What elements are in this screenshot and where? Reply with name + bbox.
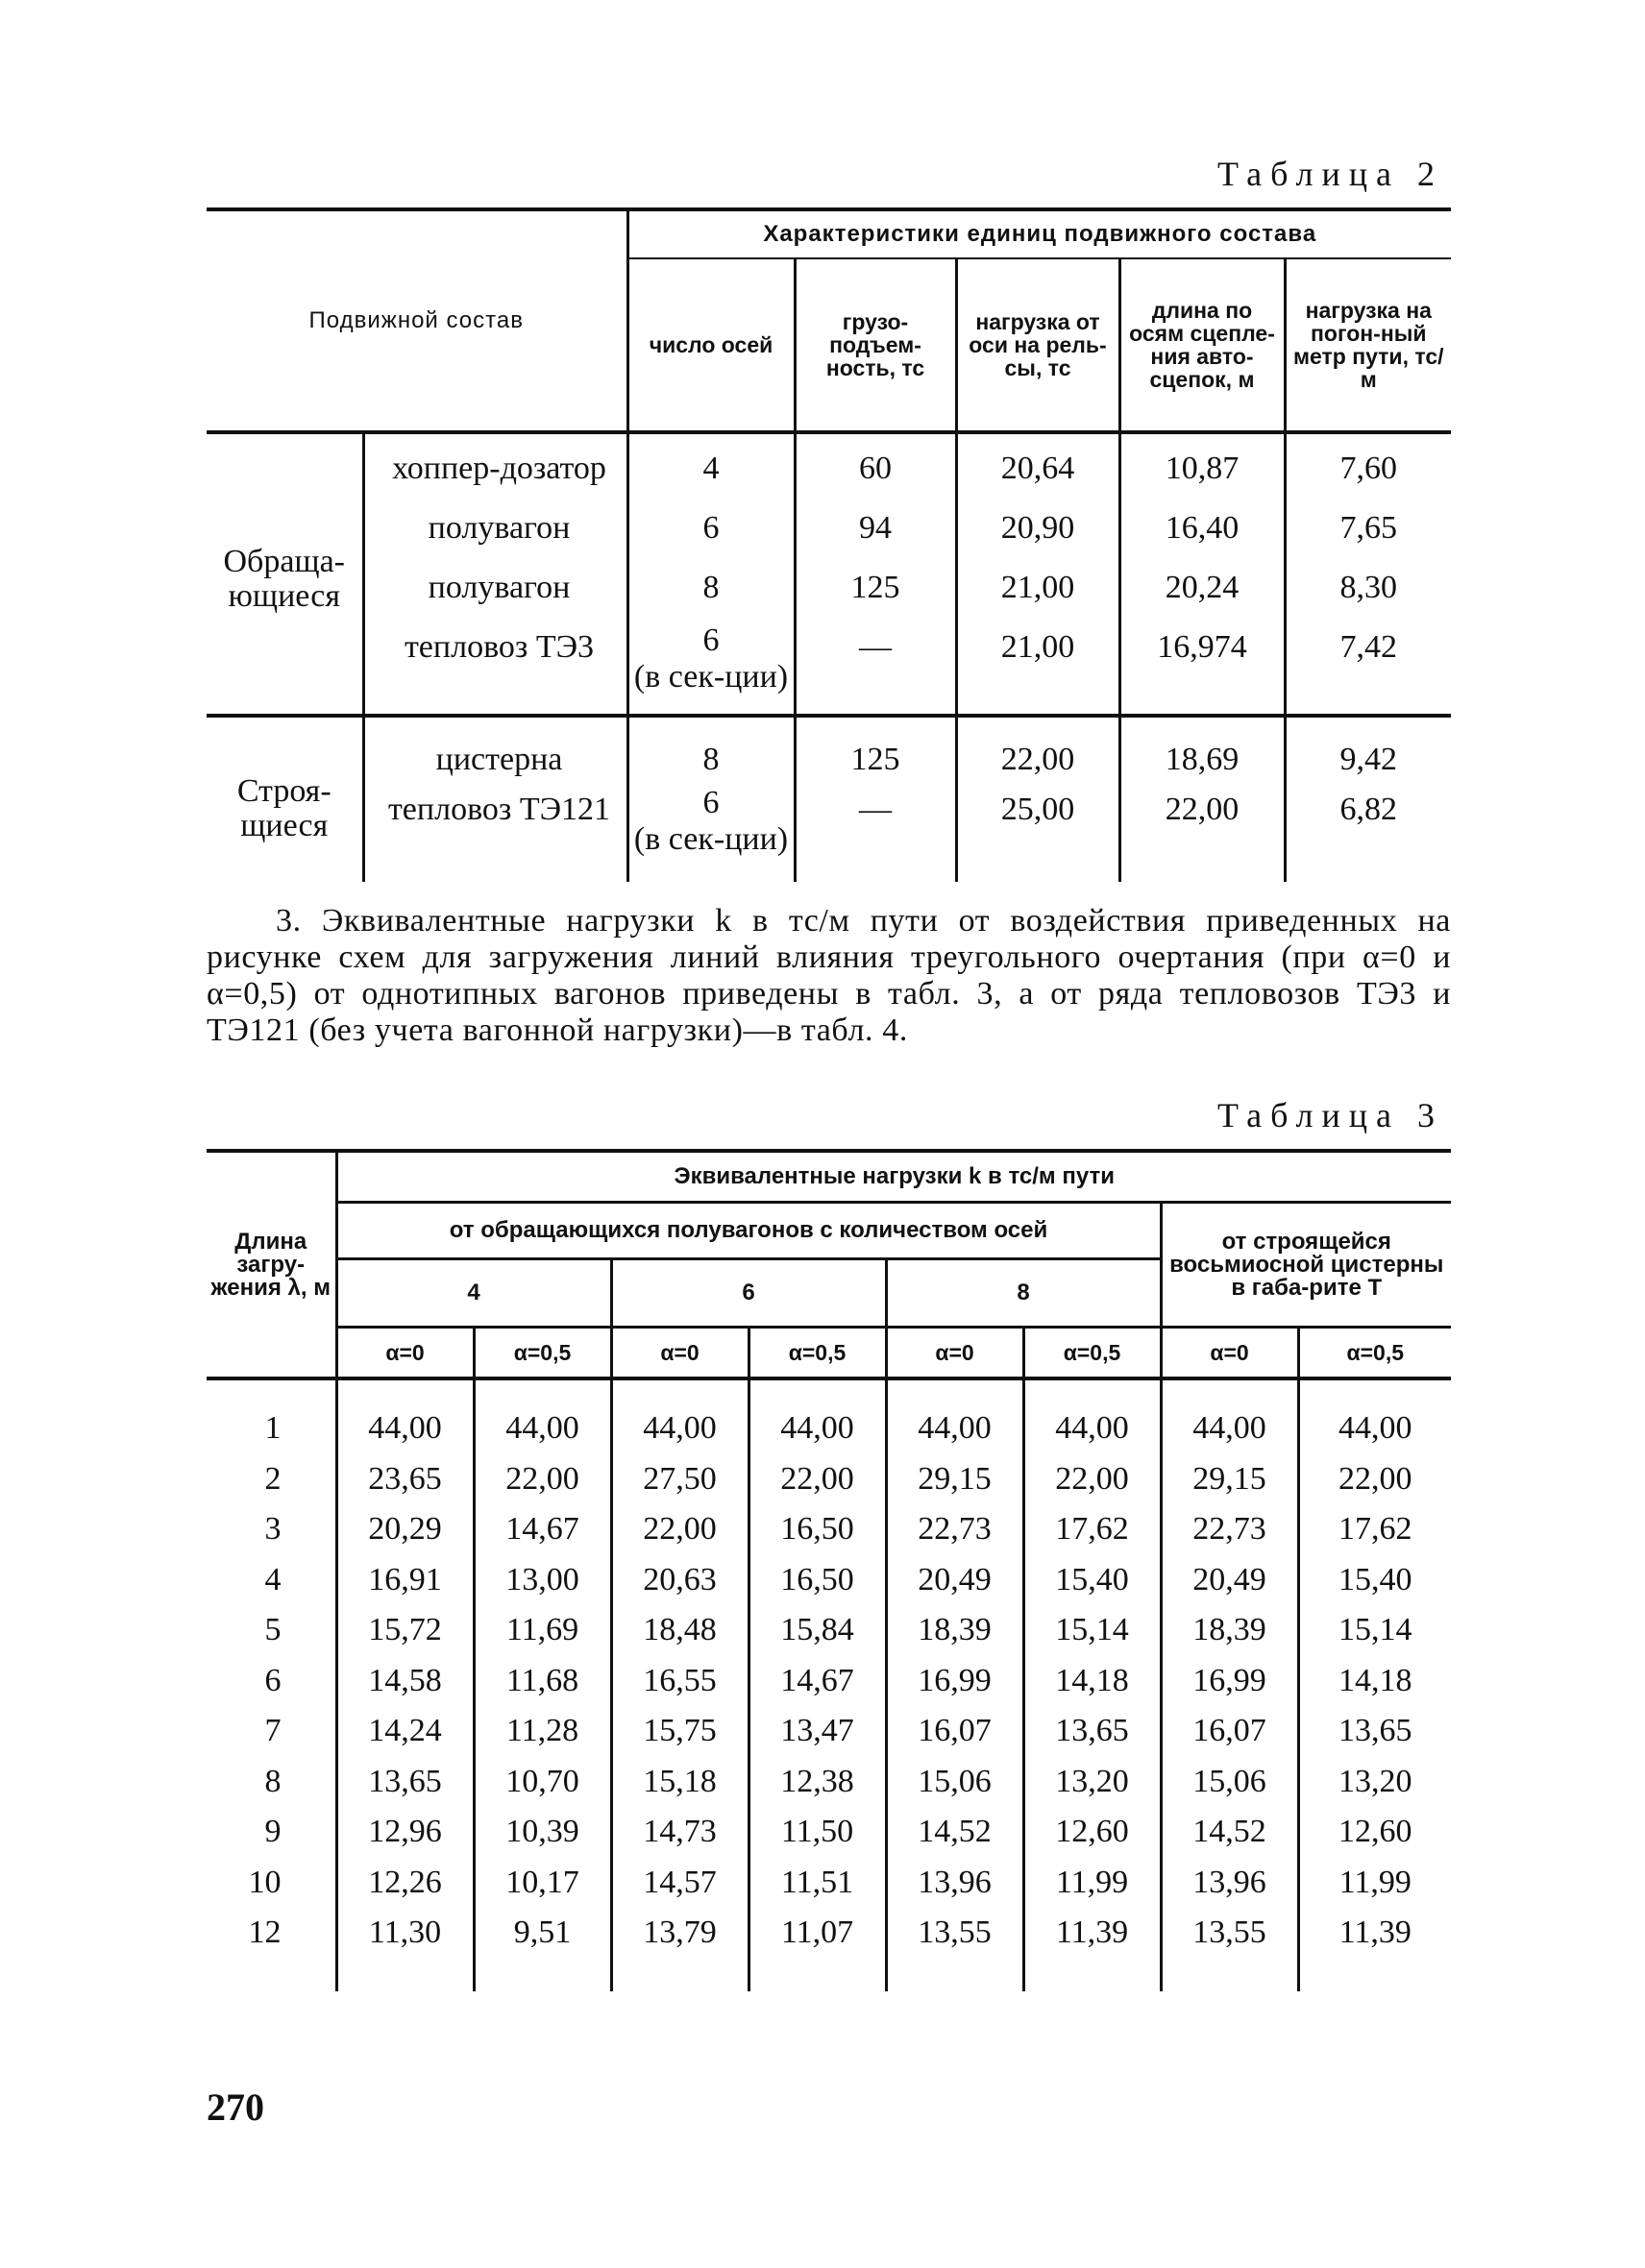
load-value-cell: 44,00	[336, 1378, 474, 1454]
load-value-cell: 20,49	[886, 1555, 1023, 1606]
table-row	[207, 1605, 1451, 1656]
capacity-cell: 125	[795, 553, 956, 613]
table-row	[207, 1656, 1451, 1707]
load-value-cell: 14,52	[886, 1807, 1023, 1858]
load-value-cell: 14,18	[1298, 1656, 1451, 1707]
load-value-cell: 10,39	[474, 1807, 611, 1858]
alpha-header: α=0,5	[749, 1328, 886, 1379]
load-value-cell: 15,75	[611, 1706, 749, 1757]
load-value-cell: 18,48	[611, 1605, 749, 1656]
loading-length-cell: 9	[264, 1814, 282, 1849]
loading-length-cell: 7	[264, 1713, 282, 1748]
load-value-cell: 14,73	[611, 1807, 749, 1858]
load-value-cell: 13,96	[1161, 1858, 1298, 1909]
load-value-cell: 13,55	[886, 1908, 1023, 1991]
table-row	[207, 1555, 1451, 1606]
load-value-cell: 11,39	[1298, 1908, 1451, 1991]
rolling-stock-table	[207, 207, 1451, 882]
load-value-cell: 11,68	[474, 1656, 611, 1707]
axle-load-cell: 22,00	[956, 716, 1119, 785]
load-value-cell: 15,40	[1298, 1555, 1451, 1606]
axle-load-cell: 21,00	[956, 553, 1119, 613]
length-cell: 18,69	[1119, 716, 1285, 785]
loading-length-cell: 6	[264, 1662, 282, 1698]
load-value-cell: 16,55	[611, 1656, 749, 1707]
axle-load-cell: 20,64	[956, 432, 1119, 494]
load-value-cell: 29,15	[886, 1454, 1023, 1505]
load-value-cell: 22,00	[749, 1454, 886, 1505]
load-value-cell: 13,65	[336, 1757, 474, 1808]
loading-length-cell: 12	[248, 1914, 282, 1950]
table-3-caption: Таблица 3	[1217, 1096, 1443, 1134]
length-cell: 22,00	[1119, 785, 1285, 882]
loading-length-header: Длина загру-жения λ, м	[207, 1151, 336, 1378]
load-value-cell: 14,52	[1161, 1807, 1298, 1858]
axes-cell	[627, 785, 795, 882]
load-value-cell: 16,50	[749, 1555, 886, 1606]
axes-number: 6	[702, 622, 720, 658]
axes-cell: 6	[627, 494, 795, 553]
load-value-cell: 22,73	[1161, 1504, 1298, 1555]
equivalent-loads-header: Эквивалентные нагрузки k в тс/м пути	[336, 1151, 1451, 1203]
alpha-header: α=0	[886, 1328, 1023, 1379]
load-value-cell: 22,00	[611, 1504, 749, 1555]
load-value-cell: 15,06	[1161, 1757, 1298, 1808]
load-value-cell: 13,47	[749, 1706, 886, 1757]
load-value-cell: 11,28	[474, 1706, 611, 1757]
axes-4-header: 4	[336, 1259, 611, 1328]
length-cell: 10,87	[1119, 432, 1285, 494]
capacity-cell: 94	[795, 494, 956, 553]
table-row	[207, 1706, 1451, 1757]
load-value-cell: 22,00	[1298, 1454, 1451, 1505]
axes-note: (в сек-ции)	[633, 821, 789, 857]
load-value-cell: 44,00	[611, 1378, 749, 1454]
load-value-cell: 44,00	[1298, 1378, 1451, 1454]
loading-length-cell: 1	[264, 1410, 282, 1446]
table-row	[207, 1504, 1451, 1555]
load-value-cell: 15,18	[611, 1757, 749, 1808]
load-value-cell: 14,18	[1023, 1656, 1161, 1707]
load-value-cell: 18,39	[1161, 1605, 1298, 1656]
rolling-stock-header: Подвижной состав	[207, 209, 627, 432]
load-value-cell: 14,67	[474, 1504, 611, 1555]
alpha-header: α=0	[336, 1328, 474, 1379]
table-row	[207, 1858, 1451, 1909]
load-value-cell: 44,00	[474, 1378, 611, 1454]
axes-8-header: 8	[886, 1259, 1161, 1328]
load-value-cell: 13,96	[886, 1858, 1023, 1909]
axes-count-header: число осей	[627, 258, 795, 432]
table-row	[207, 1454, 1451, 1505]
alpha-header: α=0	[611, 1328, 749, 1379]
load-value-cell: 18,39	[886, 1605, 1023, 1656]
characteristics-header: Характеристики единиц подвижного состава	[627, 209, 1451, 258]
load-per-m-cell: 7,42	[1285, 613, 1451, 716]
load-value-cell: 29,15	[1161, 1454, 1298, 1505]
axes-cell: 8	[627, 716, 795, 785]
table-row	[207, 1378, 1451, 1454]
load-value-cell: 14,57	[611, 1858, 749, 1909]
table-row	[207, 1908, 1451, 1991]
length-cell: 16,974	[1119, 613, 1285, 716]
alpha-header: α=0	[1161, 1328, 1298, 1379]
page-content	[207, 154, 1451, 1991]
table-row	[207, 1757, 1451, 1808]
axes-value	[634, 622, 788, 695]
table-row	[207, 1807, 1451, 1858]
length-cell: 20,24	[1119, 553, 1285, 613]
load-value-cell: 12,60	[1298, 1807, 1451, 1858]
capacity-header: грузо-подъем-ность, тс	[795, 258, 956, 432]
stock-name: цистерна	[363, 716, 627, 785]
load-value-cell: 15,06	[886, 1757, 1023, 1808]
capacity-cell: —	[795, 785, 956, 882]
loading-length-cell: 2	[264, 1460, 282, 1497]
load-per-m-cell: 7,65	[1285, 494, 1451, 553]
load-value-cell: 11,50	[749, 1807, 886, 1858]
axes-note: (в сек-ции)	[633, 659, 789, 695]
body-paragraph: 3. Эквивалентные нагрузки k в тс/м пути от воздействия приведенных на рисунке схем для загружения линий влияния треугольного очертания (при α=0 и α=0,5) от однотипных вагонов приведены в табл. 3, а от ряда тепловозов ТЭ3 и ТЭ121 (без учета вагонной нагрузки)—в табл. 4.	[207, 903, 1451, 1048]
load-value-cell: 16,07	[1161, 1706, 1298, 1757]
axes-number: 6	[702, 785, 720, 820]
load-value-cell: 12,96	[336, 1807, 474, 1858]
stock-name: полувагон	[363, 553, 627, 613]
load-value-cell: 14,58	[336, 1656, 474, 1707]
load-value-cell: 15,14	[1023, 1605, 1161, 1656]
load-per-m-cell: 8,30	[1285, 553, 1451, 613]
loading-length-cell: 4	[264, 1561, 282, 1597]
group-label: Обраща-ющиеся	[223, 543, 346, 614]
load-value-cell: 20,49	[1161, 1555, 1298, 1606]
load-value-cell: 15,40	[1023, 1555, 1161, 1606]
load-value-cell: 11,99	[1023, 1858, 1161, 1909]
load-value-cell: 11,39	[1023, 1908, 1161, 1991]
axes-cell: 4	[627, 432, 795, 494]
load-value-cell: 20,63	[611, 1555, 749, 1606]
axes-cell	[627, 613, 795, 716]
load-value-cell: 10,17	[474, 1858, 611, 1909]
load-value-cell: 27,50	[611, 1454, 749, 1505]
axes-value	[634, 785, 788, 858]
load-value-cell: 44,00	[1161, 1378, 1298, 1454]
load-value-cell: 13,20	[1023, 1757, 1161, 1808]
load-value-cell: 15,84	[749, 1605, 886, 1656]
circulating-cars-header: от обращающихся полувагонов с количеством осей	[336, 1203, 1161, 1259]
load-value-cell: 16,99	[1161, 1656, 1298, 1707]
load-value-cell: 13,79	[611, 1908, 749, 1991]
axle-load-cell: 25,00	[956, 785, 1119, 882]
equivalent-loads-table	[207, 1149, 1451, 1991]
load-value-cell: 11,99	[1298, 1858, 1451, 1909]
load-value-cell: 14,24	[336, 1706, 474, 1757]
load-value-cell: 16,91	[336, 1555, 474, 1606]
axle-load-header: нагрузка от оси на рель-сы, тс	[956, 258, 1119, 432]
load-value-cell: 44,00	[749, 1378, 886, 1454]
load-value-cell: 16,07	[886, 1706, 1023, 1757]
loading-length-cell: 10	[248, 1864, 282, 1900]
under-construction-group	[207, 716, 1451, 882]
load-value-cell: 17,62	[1023, 1504, 1161, 1555]
capacity-cell: —	[795, 613, 956, 716]
alpha-header: α=0,5	[1023, 1328, 1161, 1379]
load-value-cell: 13,20	[1298, 1757, 1451, 1808]
load-value-cell: 10,70	[474, 1757, 611, 1808]
load-value-cell: 44,00	[1023, 1378, 1161, 1454]
load-value-cell: 17,62	[1298, 1504, 1451, 1555]
load-value-cell: 22,00	[1023, 1454, 1161, 1505]
load-value-cell: 11,51	[749, 1858, 886, 1909]
stock-name: полувагон	[363, 494, 627, 553]
coupler-length-header: длина по осям сцепле-ния авто-сцепок, м	[1119, 258, 1285, 432]
tank-header: от строящейся восьмиосной цистерны в габа-рите Т	[1161, 1203, 1451, 1328]
load-value-cell: 11,69	[474, 1605, 611, 1656]
load-value-cell: 12,60	[1023, 1807, 1161, 1858]
loading-length-cell: 8	[264, 1763, 282, 1799]
axes-6-header: 6	[611, 1259, 886, 1328]
load-value-cell: 12,26	[336, 1858, 474, 1909]
page-number: 270	[207, 2085, 264, 2129]
load-value-cell: 15,14	[1298, 1605, 1451, 1656]
length-cell: 16,40	[1119, 494, 1285, 553]
load-value-cell: 13,00	[474, 1555, 611, 1606]
load-value-cell: 14,67	[749, 1656, 886, 1707]
load-value-cell: 16,99	[886, 1656, 1023, 1707]
load-value-cell: 13,65	[1298, 1706, 1451, 1757]
loading-length-cell: 5	[264, 1612, 282, 1647]
load-value-cell: 20,29	[336, 1504, 474, 1555]
group-label: Строя-щиеся	[207, 716, 363, 882]
capacity-cell: 60	[795, 432, 956, 494]
circulating-group	[207, 432, 1451, 716]
load-value-cell: 22,73	[886, 1504, 1023, 1555]
stock-name: тепловоз ТЭ3	[363, 613, 627, 716]
load-value-cell: 13,65	[1023, 1706, 1161, 1757]
load-per-m-cell: 6,82	[1285, 785, 1451, 882]
load-value-cell: 11,07	[749, 1908, 886, 1991]
load-per-meter-header: нагрузка на погон-ный метр пути, тс/м	[1285, 258, 1451, 432]
load-per-m-cell: 9,42	[1285, 716, 1451, 785]
load-value-cell: 12,38	[749, 1757, 886, 1808]
axle-load-cell: 20,90	[956, 494, 1119, 553]
load-value-cell: 22,00	[474, 1454, 611, 1505]
load-value-cell: 11,30	[336, 1908, 474, 1991]
alpha-header: α=0,5	[474, 1328, 611, 1379]
axle-load-cell: 21,00	[956, 613, 1119, 716]
load-value-cell: 44,00	[886, 1378, 1023, 1454]
table-2-caption: Таблица 2	[1217, 155, 1443, 193]
load-value-cell: 15,72	[336, 1605, 474, 1656]
load-value-cell: 9,51	[474, 1908, 611, 1991]
load-per-m-cell: 7,60	[1285, 432, 1451, 494]
stock-name: тепловоз ТЭ121	[363, 785, 627, 882]
equivalent-loads-body	[207, 1378, 1451, 1991]
load-value-cell: 23,65	[336, 1454, 474, 1505]
alpha-header: α=0,5	[1298, 1328, 1451, 1379]
stock-name: хоппер-дозатор	[363, 432, 627, 494]
axes-cell: 8	[627, 553, 795, 613]
load-value-cell: 13,55	[1161, 1908, 1298, 1991]
capacity-cell: 125	[795, 716, 956, 785]
load-value-cell: 16,50	[749, 1504, 886, 1555]
loading-length-cell: 3	[264, 1511, 282, 1547]
